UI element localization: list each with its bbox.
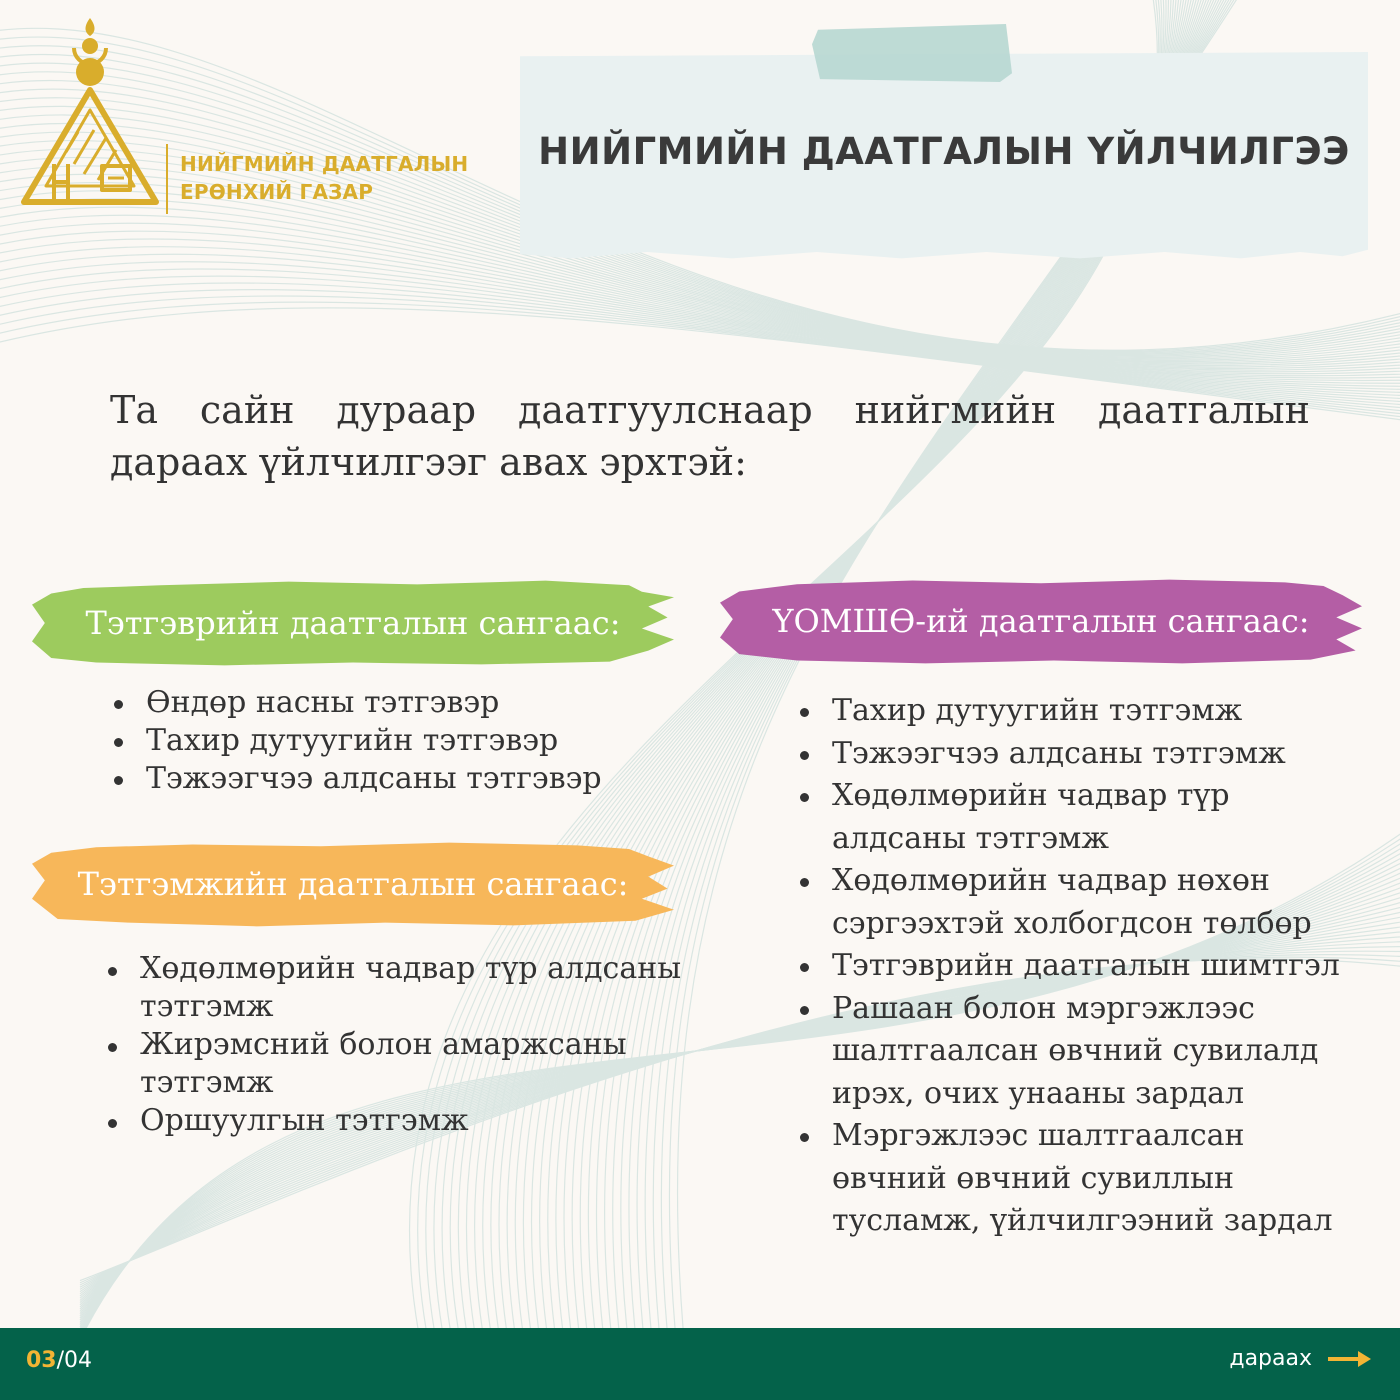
section-header-injury [720, 575, 1362, 667]
list-item: Тахир дутуугийн тэтгэвэр [110, 722, 670, 760]
benefit-list [104, 950, 684, 1140]
logo [18, 14, 469, 214]
section-header-pension [32, 577, 674, 669]
organization-name-line2: ЕРӨНХИЙ ГАЗАР [180, 180, 374, 204]
section-title-benefit: Тэтгэмжийн даатгалын сангаас: [77, 865, 629, 903]
injury-benefit-list [796, 690, 1356, 1243]
list-item: Тэжээгчээ алдсаны тэтгэмж [796, 733, 1356, 776]
list-item: Оршуулгын тэтгэмж [104, 1102, 684, 1140]
next-label: дараах [1229, 1346, 1312, 1371]
list-item: Жирэмсний болон амаржсаны тэтгэмж [104, 1026, 684, 1102]
page-total: /04 [56, 1348, 93, 1373]
pension-benefit-list [110, 684, 670, 798]
page-current: 03 [26, 1348, 57, 1373]
organization-name [180, 150, 468, 206]
logo-emblem-icon [18, 14, 168, 214]
organization-name-line1: НИЙГМИЙН ДААТГАЛЫН [180, 152, 469, 176]
list-item: Өндөр насны тэтгэвэр [110, 684, 670, 722]
list-item: Тэтгэврийн даатгалын шимтгэл [796, 945, 1356, 988]
list-item: Мэргэжлээс шалтгаалсан өвчний өвчний сувиллын тусламж, үйлчилгээний зардал [796, 1115, 1356, 1243]
tape-decoration [812, 24, 1012, 82]
arrow-right-icon [1328, 1349, 1372, 1369]
footer-bar [0, 1328, 1400, 1400]
title-card [520, 52, 1368, 267]
page-indicator [26, 1348, 92, 1373]
list-item: Рашаан болон мэргэжлээс шалтгаалсан өвчний сувилалд ирэх, очих унааны зардал [796, 988, 1356, 1116]
list-item: Тахир дутуугийн тэтгэмж [796, 690, 1356, 733]
section-header-benefit [32, 838, 674, 930]
logo-divider [166, 144, 168, 214]
list-item: Тэжээгчээ алдсаны тэтгэвэр [110, 760, 670, 798]
page-title: НИЙГМИЙН ДААТГАЛЫН ҮЙЛЧИЛГЭЭ [538, 130, 1350, 173]
intro-text: Та сайн дураар даатгуулснаар нийгмийн даатгалын дараах үйлчилгээг авах эрхтэй: [110, 388, 1310, 484]
next-button[interactable] [1229, 1346, 1372, 1371]
list-item: Хөдөлмөрийн чадвар нөхөн сэргээхтэй холбогдсон төлбөр [796, 860, 1356, 945]
list-item: Хөдөлмөрийн чадвар түр алдсаны тэтгэмж [796, 775, 1356, 860]
list-item: Хөдөлмөрийн чадвар түр алдсаны тэтгэмж [104, 950, 684, 1026]
section-title-pension: Тэтгэврийн даатгалын сангаас: [85, 604, 621, 642]
section-title-injury: ҮОМШӨ-ий даатгалын сангаас: [772, 602, 1310, 640]
